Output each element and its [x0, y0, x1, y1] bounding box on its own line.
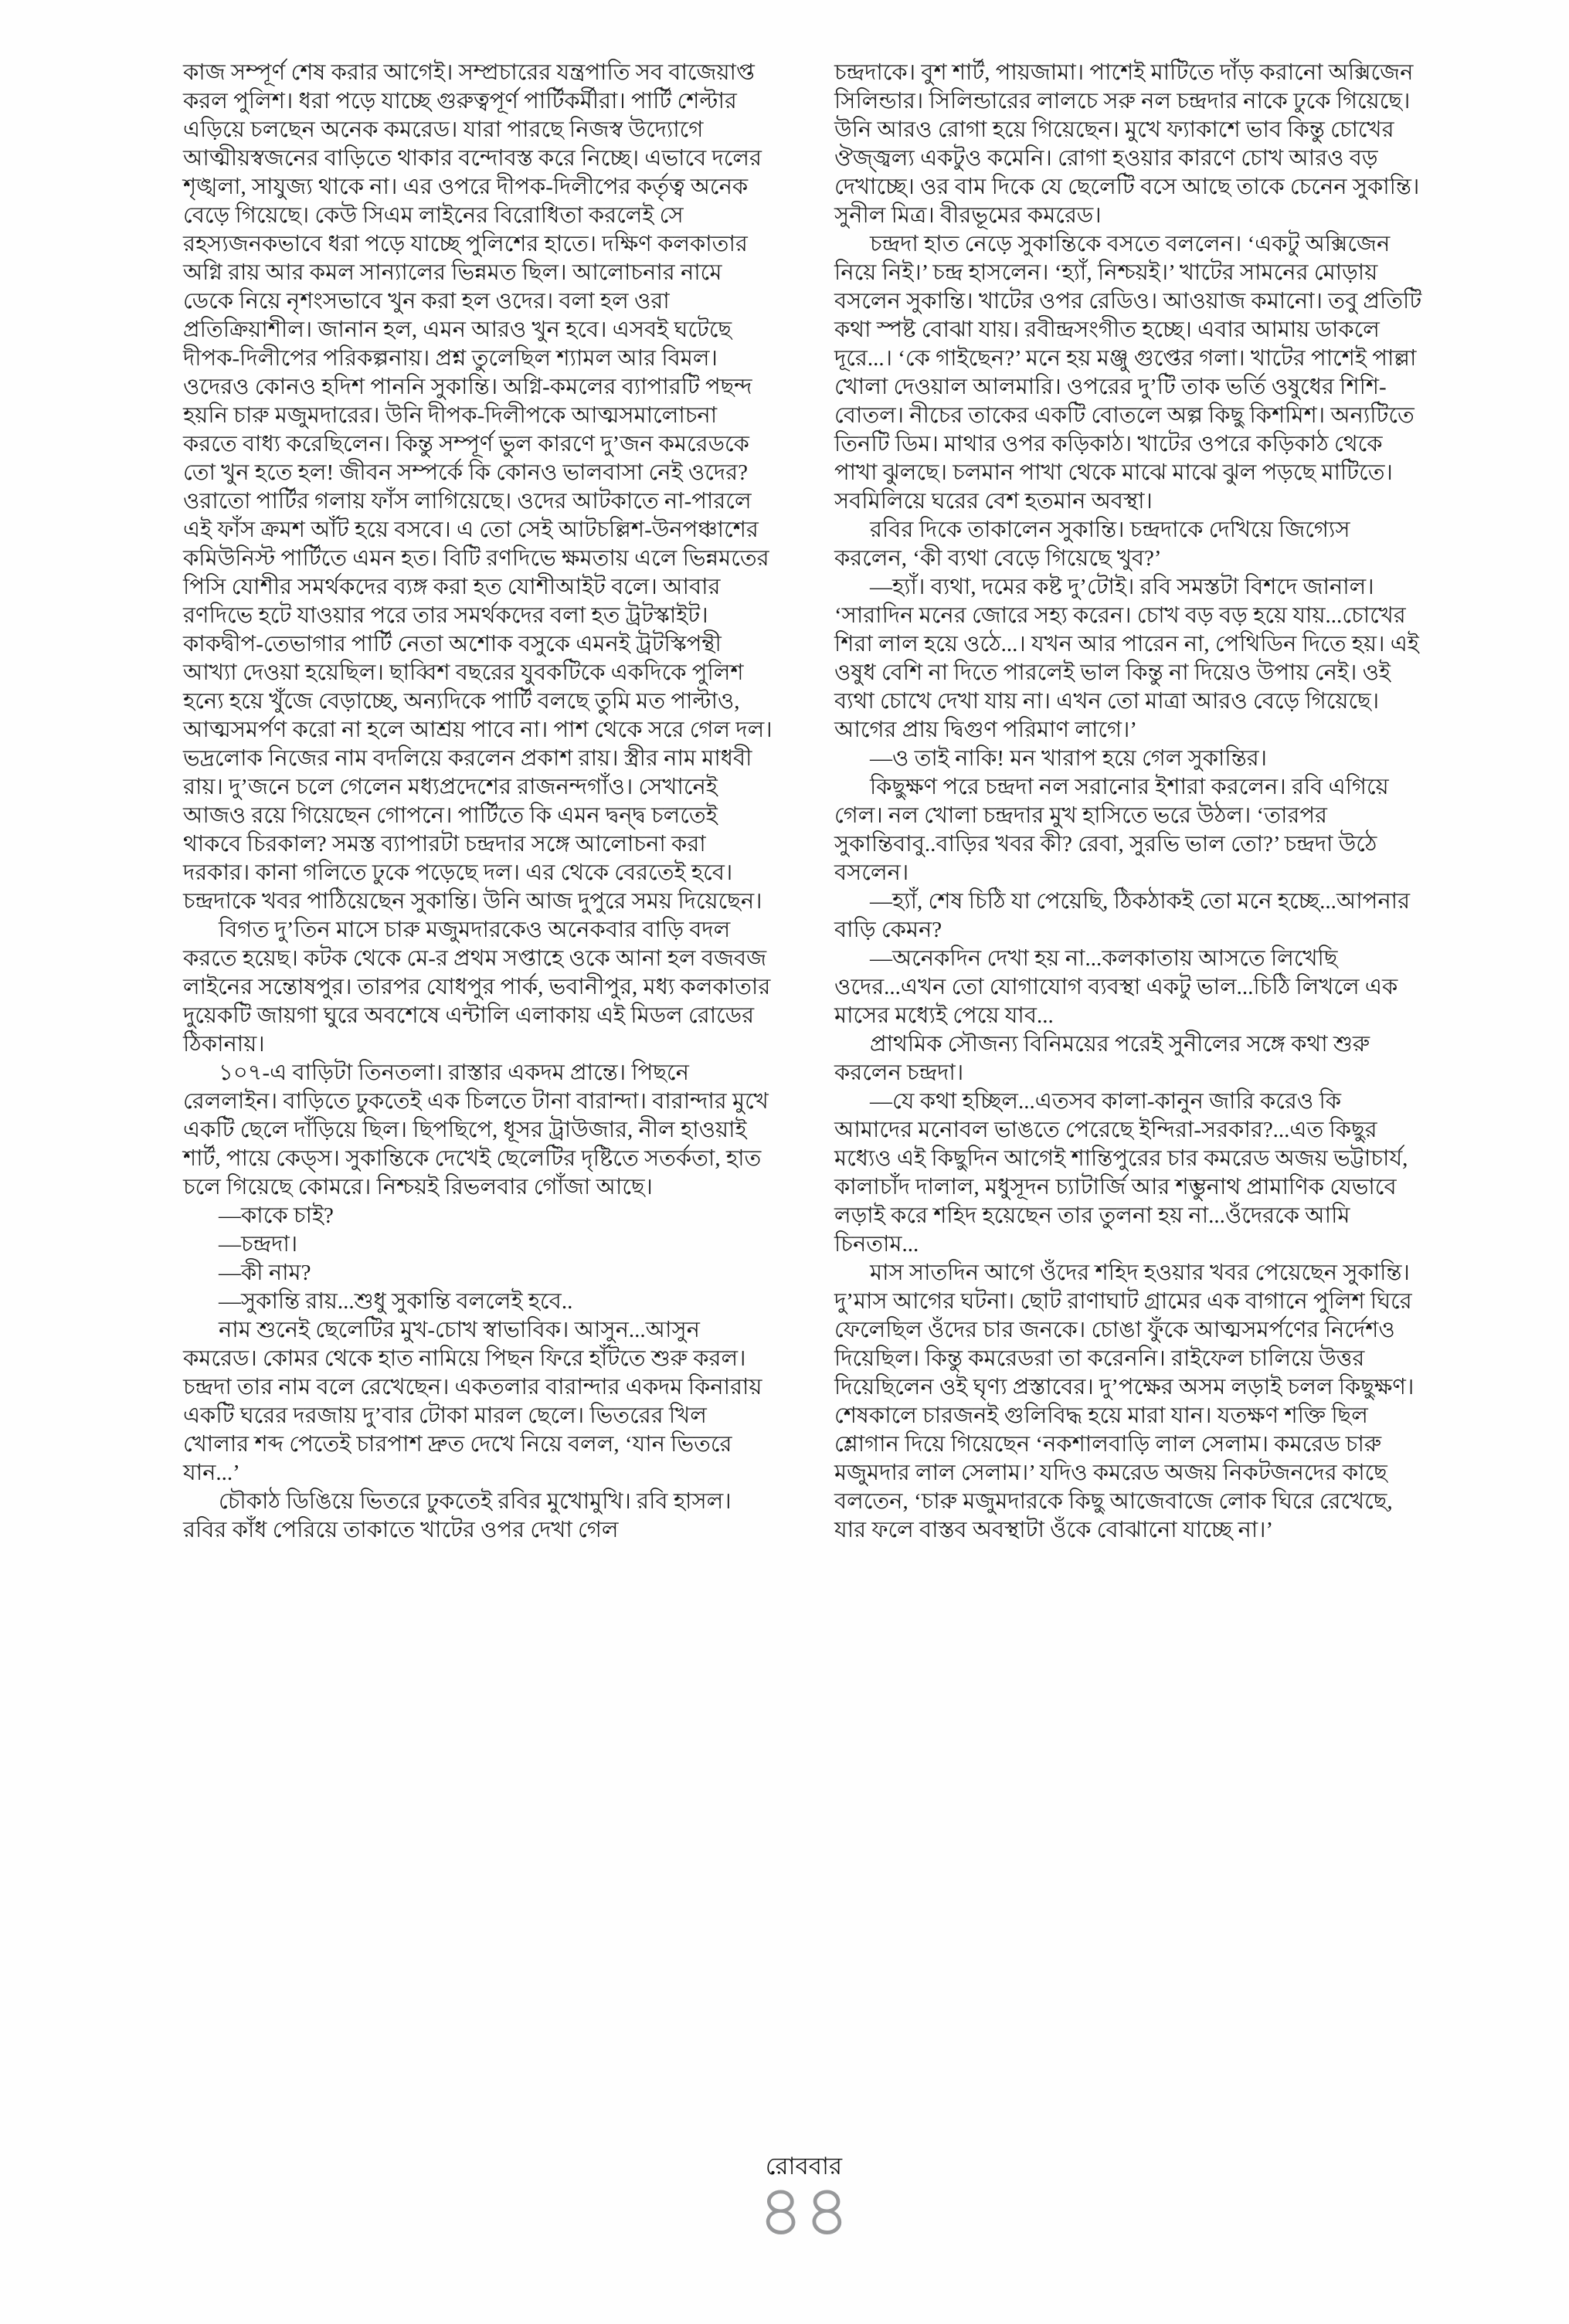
left-column [183, 59, 773, 1545]
dialogue-line: —যে কথা হচ্ছিল...এতসব কালা-কানুন জারি করেও কি আমাদের মনোবল ভাঙতে পেরেছে ইন্দিরা-সরকার?...এত কিছুর মধ্যেও এই কিছুদিন আগেই শান্তিপুরের চার কমরেড অজয় ভট্টাচার্য, কালাচাঁদ দালাল, মধুসূদন চ্যাটার্জি আর শম্ভুনাথ প্রামাণিক যেভাবে লড়াই করে শহিদ হয়েছেন তার তুলনা হয় না...ওঁদেরকে আমি চিনতাম... [834, 1089, 1408, 1257]
dialogue-line: —চন্দ্রদা। [219, 1232, 298, 1257]
right-column [834, 59, 1424, 1545]
dialogue-line: —কী নাম? [219, 1260, 311, 1285]
paragraph: প্রাথমিক সৌজন্য বিনিময়ের পরেই সুনীলের সঙ্গে কথা শুরু করলেন চন্দ্রদা। [834, 1032, 1370, 1085]
dialogue-line: —হ্যাঁ, শেষ চিঠি যা পেয়েছি, ঠিকঠাকই তো মনে হচ্ছে...আপনার বাড়ি কেমন? [834, 889, 1411, 942]
paragraph: ১০৭-এ বাড়িটা তিনতলা। রাস্তার একদম প্রান্তে। পিছনে রেললাইন। বাড়িতে ঢুকতেই এক চিলতে টানা বারান্দা। বারান্দার মুখে একটি ছেলে দাঁড়িয়ে ছিল। ছিপছিপে, ধূসর ট্রাউজার, নীল হাওয়াই শার্ট, পায়ে কেড্‌স। সুকান্তিকে দেখেই ছেলেটির দৃষ্টিতে সতর্কতা, হাত চলে গিয়েছে কোমরে। নিশ্চয়ই রিভলবার গোঁজা আছে। [183, 1060, 769, 1199]
dialogue-line: —অনেকদিন দেখা হয় না...কলকাতায় আসতে লিখেছি ওদের...এখন তো যোগাযোগ ব্যবস্থা একটু ভাল...চিঠি লিখলে এক মাসের মধ্যেই পেয়ে যাব... [834, 946, 1398, 1028]
paragraph: চন্দ্রদা হাত নেড়ে সুকান্তিকে বসতে বললেন। ‘একটু অক্সিজেন নিয়ে নিই।’ চন্দ্র হাসলেন। ‘হ্যাঁ, নিশ্চয়ই।’ খাটের সামনের মোড়ায় বসলেন সুকান্তি। খাটের ওপর রেডিও। আওয়াজ কমানো। তবু প্রতিটি কথা স্পষ্ট বোঝা যায়। রবীন্দ্রসংগীত হচ্ছে। এবার আমায় ডাকলে দূরে...। ‘কে গাইছেন?’ মনে হয় মঞ্জু গুপ্তের গলা। খাটের পাশেই পাল্লা খোলা দেওয়াল আলমারি। ওপরের দু’টি তাক ভর্তি ওষুধের শিশি-বোতল। নীচের তাকের একটি বোতলে অল্প কিছু কিশমিশ। অন্যটিতে তিনটি ডিম। মাথার ওপর কড়িকাঠ। খাটের ওপরে কড়িকাঠ থেকে পাখা ঝুলছে। চলমান পাখা থেকে মাঝে মাঝে ঝুল পড়ছে মাটিতে। সবমিলিয়ে ঘরের বেশ হতমান অবস্থা। [834, 232, 1422, 514]
dialogue-line: —সুকান্তি রায়...শুধু সুকান্তি বললেই হবে.. [219, 1289, 573, 1314]
paragraph: মাস সাতদিন আগে ওঁদের শহিদ হওয়ার খবর পেয়েছেন সুকান্তি। দু’মাস আগের ঘটনা। ছোট রাণাঘাট গ্রামের এক বাগানে পুলিশ ঘিরে ফেলেছিল ওঁদের চার জনকে। চোঙা ফুঁকে আত্মসমর্পণের নির্দেশও দিয়েছিল। কিন্তু কমরেডরা তা করেননি। রাইফেল চালিয়ে উত্তর দিয়েছিলেন ওই ঘৃণ্য প্রস্তাবের। দু’পক্ষের অসম লড়াই চলল কিছুক্ষণ। শেষকালে চারজনই গুলিবিদ্ধ হয়ে মারা যান। যতক্ষণ শক্তি ছিল শ্লোগান দিয়ে গিয়েছেন ‘নকশালবাড়ি লাল সেলাম। কমরেড চারু মজুমদার লাল সেলাম।’ যদিও কমরেড অজয় নিকটজনদের কাছে বলতেন, ‘চারু মজুমদারকে কিছু আজেবাজে লোক ঘিরে রেখেছে, যার ফলে বাস্তব অবস্থাটা ওঁকে বোঝানো যাচ্ছে না।’ [834, 1260, 1414, 1542]
paragraph: কাজ সম্পূর্ণ শেষ করার আগেই। সম্প্রচারের যন্ত্রপাতি সব বাজেয়াপ্ত করল পুলিশ। ধরা পড়ে যাচ্ছে গুরুত্বপূর্ণ পার্টিকর্মীরা। পার্টি শেল্টার এড়িয়ে চলছেন অনেক কমরেড। যারা পারছে নিজস্ব উদ্যোগে আত্মীয়স্বজনের বাড়িতে থাকার বন্দোবস্ত করে নিচ্ছে। এভাবে দলের শৃঙ্খলা, সাযুজ্য থাকে না। এর ওপরে দীপক-দিলীপের কর্তৃত্ব অনেক বেড়ে গিয়েছে। কেউ সিএম লাইনের বিরোধিতা করলেই সে রহস্যজনকভাবে ধরা পড়ে যাচ্ছে পুলিশের হাতে। দক্ষিণ কলকাতার অগ্নি রায় আর কমল সান্যালের ভিন্নমত ছিল। আলোচনার নামে ডেকে নিয়ে নৃশংসভাবে খুন করা হল ওদের। বলা হল ওরা প্রতিক্রিয়াশীল। জানান হল, এমন আরও খুন হবে। এসবই ঘটেছে দীপক-দিলীপের পরিকল্পনায়। প্রশ্ন তুলেছিল শ্যামল আর বিমল। ওদেরও কোনও হদিশ পাননি সুকান্তি। অগ্নি-কমলের ব্যাপারটি পছন্দ হয়নি চারু মজুমদারের। উনি দীপক-দিলীপকে আত্মসমালোচনা করতে বাধ্য করেছিলেন। কিন্তু সম্পূর্ণ ভুল কারণে দু’জন কমরেডকে তো খুন হতে হল! জীবন সম্পর্কে কি কোনও ভালবাসা নেই ওদের? ওরাতো পার্টির গলায় ফাঁস লাগিয়েছে। ওদের আটকাতে না-পারলে এই ফাঁস ক্রমশ আঁট হয়ে বসবে। এ তো সেই আটচল্লিশ-উনপঞ্চাশের কমিউনিস্ট পার্টিতে এমন হত। বিটি রণদিভে ক্ষমতায় এলে ভিন্নমতের পিসি যোশীর সমর্থকদের ব্যঙ্গ করা হত যোশীআইট বলে। আবার রণদিভে হটে যাওয়ার পরে তার সমর্থকদের বলা হত ট্রটস্কাইট। কাকদ্বীপ-তেভাগার পার্টি নেতা অশোক বসুকে এমনই ট্রটস্কিপন্থী আখ্যা দেওয়া হয়েছিল। ছাব্বিশ বছরের যুবকটিকে একদিকে পুলিশ হন্যে হয়ে খুঁজে বেড়াচ্ছে, অন্যদিকে পার্টি বলছে তুমি মত পাল্টাও, আত্মসমর্পণ করো না হলে আশ্রয় পাবে না। পাশ থেকে সরে গেল দল। ভদ্রলোক নিজের নাম বদলিয়ে করলেন প্রকাশ রায়। স্ত্রীর নাম মাধবী রায়। দু’জনে চলে গেলেন মধ্যপ্রদেশের রাজনন্দগাঁও। সেখানেই আজও রয়ে গিয়েছেন গোপনে। পার্টিতে কি এমন দ্বন্দ্ব চলতেই থাকবে চিরকাল? সমস্ত ব্যাপারটা চন্দ্রদার সঙ্গে আলোচনা করা দরকার। কানা গলিতে ঢুকে পড়েছে দল। এর থেকে বেরতেই হবে। চন্দ্রদাকে খবর পাঠিয়েছেন সুকান্তি। উনি আজ দুপুরে সময় দিয়েছেন। [183, 60, 773, 914]
magazine-name: রোববার [765, 2153, 843, 2180]
dialogue-line: —ও তাই নাকি! মন খারাপ হয়ে গেল সুকান্তির। [870, 746, 1268, 771]
page-footer [183, 2153, 1425, 2251]
paragraph: রবির দিকে তাকালেন সুকান্তি। চন্দ্রদাকে দেখিয়ে জিগ্যেস করলেন, ‘কী ব্যথা বেড়ে গিয়েছে খুব?’ [834, 517, 1350, 571]
paragraph: কিছুক্ষণ পরে চন্দ্রদা নল সরানোর ইশারা করলেন। রবি এগিয়ে গেল। নল খোলা চন্দ্রদার মুখ হাসিতে ভরে উঠল। ‘তারপর সুকান্তিবাবু..বাড়ির খবর কী? রেবা, সুরভি ভাল তো?’ চন্দ্রদা উঠে বসলেন। [834, 775, 1389, 885]
paragraph: চন্দ্রদাকে। বুশ শার্ট, পায়জামা। পাশেই মাটিতে দাঁড় করানো অক্সিজেন সিলিন্ডার। সিলিন্ডারের লালচে সরু নল চন্দ্রদার নাকে ঢুকে গিয়েছে। উনি আরও রোগা হয়ে গিয়েছেন। মুখে ফ্যাকাশে ভাব কিন্তু চোখের ঔজ্জ্বল্য একটুও কমেনি। রোগা হওয়ার কারণে চোখ আরও বড় দেখাচ্ছে। ওর বাম দিকে যে ছেলেটি বসে আছে তাকে চেনেন সুকান্তি। সুনীল মিত্র। বীরভূমের কমরেড। [834, 60, 1420, 228]
dialogue-line: —কাকে চাই? [219, 1203, 334, 1228]
paragraph: বিগত দু’তিন মাসে চারু মজুমদারকেও অনেকবার বাড়ি বদল করতে হয়েছ। কটক থেকে মে-র প্রথম সপ্তাহে ওকে আনা হল বজবজ লাইনের সন্তোষপুর। তারপর যোধপুর পার্ক, ভবানীপুর, মধ্য কলকাতার দুয়েকটি জায়গা ঘুরে অবশেষে এন্টালি এলাকায় এই মিডল রোডের ঠিকানায়। [183, 918, 771, 1057]
article-body [183, 59, 1425, 1545]
paragraph: নাম শুনেই ছেলেটির মুখ-চোখ স্বাভাবিক। আসুন...আসুন কমরেড। কোমর থেকে হাত নামিয়ে পিছন ফিরে হাঁটতে শুরু করল। চন্দ্রদা তার নাম বলে রেখেছেন। একতলার বারান্দার একদম কিনারায় একটি ঘরের দরজায় দু’বার টোকা মারল ছেলে। ভিতরের খিল খোলার শব্দ পেতেই চারপাশ দ্রুত দেখে নিয়ে বলল, ‘যান ভিতরে যান...’ [183, 1318, 762, 1485]
dialogue-line: —হ্যাঁ। ব্যথা, দমের কষ্ট দু’টোই। রবি সমস্তটা বিশদে জানাল। ‘সারাদিন মনের জোরে সহ্য করেন। চোখ বড় বড় হয়ে যায়...চোখের শিরা লাল হয়ে ওঠে...। যখন আর পারেন না, পেথিডিন দিতে হয়। এই ওষুধ বেশি না দিতে পারলেই ভাল কিন্তু না দিয়েও উপায় নেই। ওই ব্যথা চোখে দেখা যায় না। এখন তো মাত্রা আরও বেড়ে গিয়েছে। আগের প্রায় দ্বিগুণ পরিমাণ লাগে।’ [834, 575, 1419, 742]
paragraph: চৌকাঠ ডিঙিয়ে ভিতরে ঢুকতেই রবির মুখোমুখি। রবি হাসল। রবির কাঁধ পেরিয়ে তাকাতে খাটের ওপর দেখা গেল [183, 1489, 732, 1542]
page-number: ৪৪ [757, 2172, 851, 2251]
